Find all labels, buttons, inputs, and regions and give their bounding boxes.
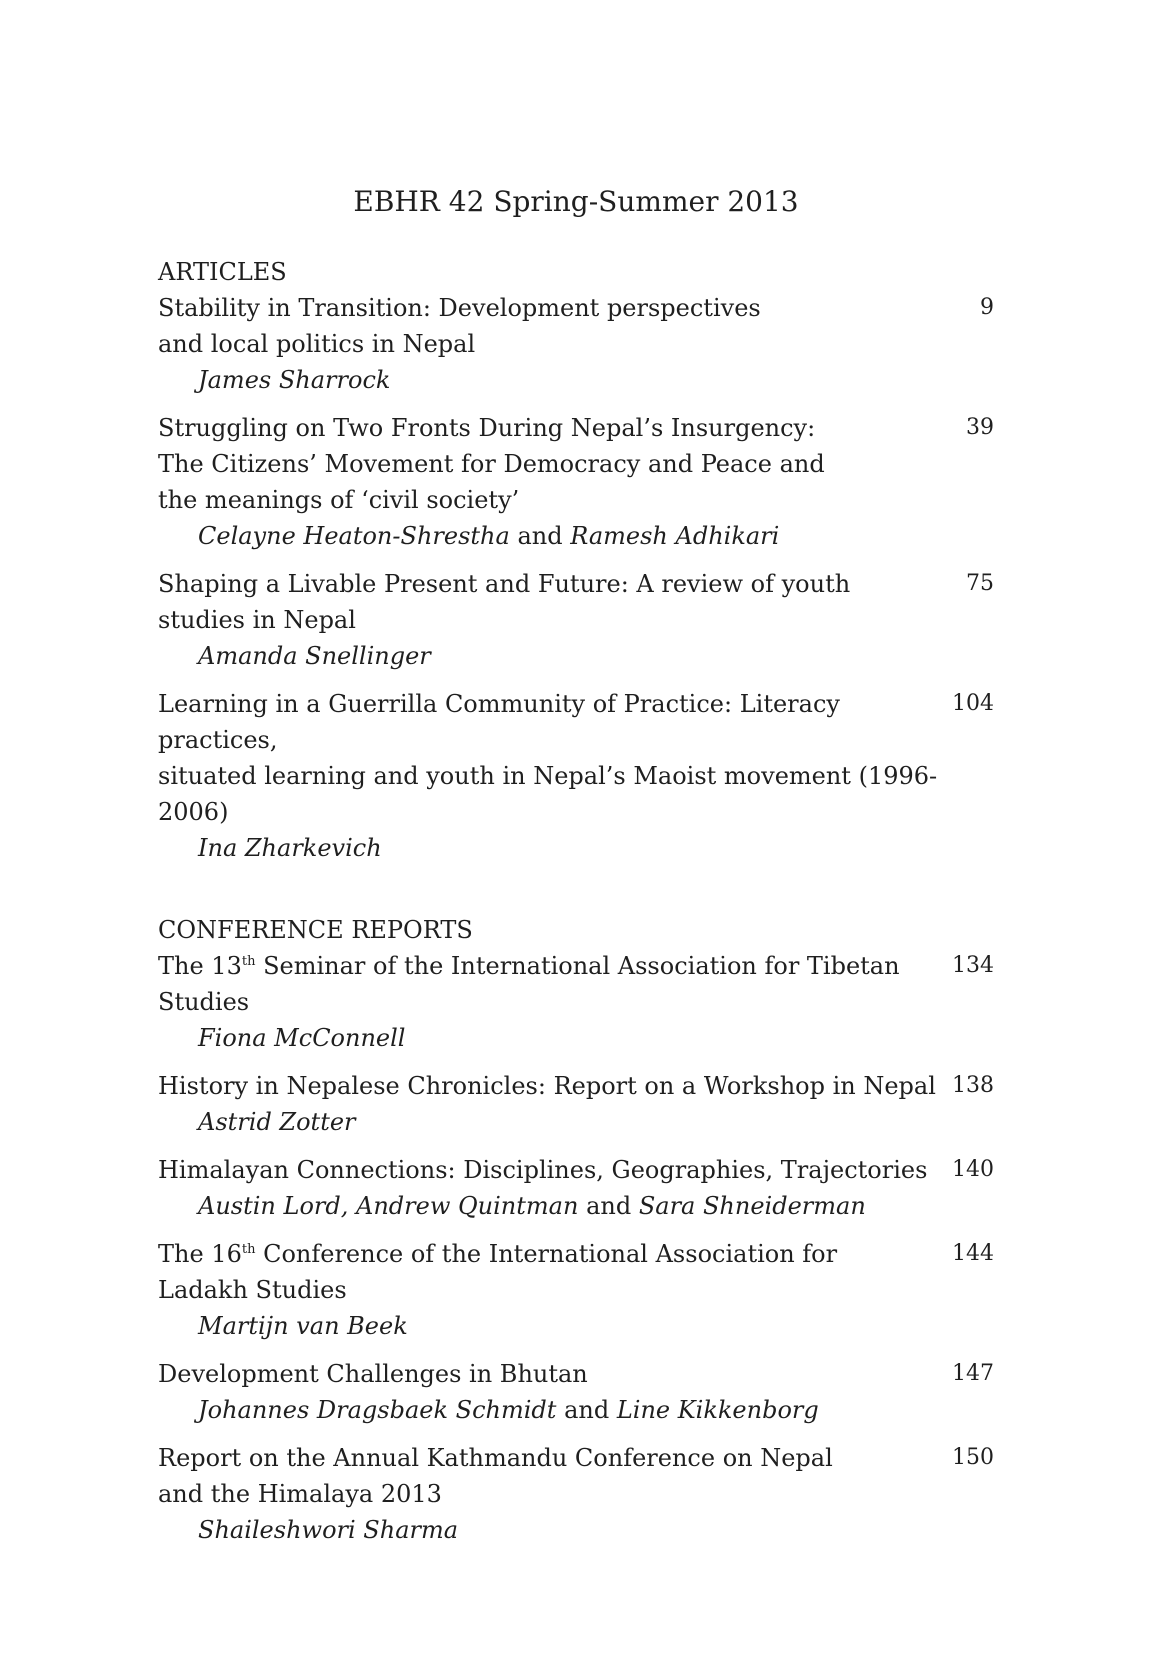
section-heading: ARTICLES — [158, 258, 287, 286]
entry-title-line: The Citizens’ Movement for Democracy and Peace and — [158, 450, 825, 478]
author-name: Sara Shneiderman — [638, 1192, 866, 1220]
entry-authors — [158, 362, 994, 398]
entry-title — [158, 566, 950, 638]
author-name: Johannes Dragsbaek Schmidt — [198, 1396, 557, 1424]
page-number: 134 — [952, 953, 994, 978]
entry-title-line: the meanings of ‘civil society’ — [158, 486, 520, 514]
entry-title-line: Shaping a Livable Present and Future: A review of youth — [158, 570, 851, 598]
entry-authors — [158, 1104, 994, 1140]
author-name: Ramesh Adhikari — [570, 522, 780, 550]
page-number: 150 — [952, 1445, 994, 1470]
entry-title-line: History in Nepalese Chronicles: Report on a Workshop in Nepal — [158, 1072, 936, 1100]
entry-authors — [158, 1188, 994, 1224]
toc-entry-row — [158, 1152, 994, 1188]
entry-title — [158, 686, 950, 830]
page-number: 104 — [952, 691, 994, 716]
toc-entry — [158, 686, 994, 866]
ordinal-superscript: th — [241, 954, 256, 969]
ordinal-superscript: th — [241, 1242, 256, 1257]
toc-entry-row — [158, 566, 994, 638]
toc-entry — [158, 1440, 994, 1548]
entry-title — [158, 1152, 950, 1188]
toc-entry-row — [158, 1356, 994, 1392]
entry-title — [158, 1236, 950, 1308]
toc-entry — [158, 566, 994, 674]
entry-authors — [158, 1020, 994, 1056]
page-number: 39 — [966, 415, 994, 440]
entry-title-line: studies in Nepal — [158, 606, 356, 634]
author-name: James Sharrock — [198, 366, 391, 394]
section-heading: CONFERENCE REPORTS — [158, 916, 473, 944]
page-number: 147 — [952, 1361, 994, 1386]
toc-entry — [158, 948, 994, 1056]
author-name: Shaileshwori Sharma — [198, 1516, 459, 1544]
toc-entry — [158, 1152, 994, 1224]
entry-authors — [158, 1392, 994, 1428]
entry-title-line: Struggling on Two Fronts During Nepal’s Insurgency: — [158, 414, 816, 442]
entry-title-line: Learning in a Guerrilla Community of Practice: Literacy practices, — [158, 690, 840, 754]
sections-container — [158, 254, 994, 1548]
section-gap — [158, 878, 994, 912]
entry-title — [158, 1440, 950, 1512]
author-name: Celayne Heaton-Shrestha — [198, 522, 510, 550]
entry-title — [158, 1356, 950, 1392]
entry-authors — [158, 1512, 994, 1548]
page-number: 75 — [966, 571, 994, 596]
entry-title-line: Stability in Transition: Development perspectives — [158, 294, 761, 322]
entry-title — [158, 1068, 950, 1104]
toc-entry — [158, 1356, 994, 1428]
entry-title-part: The 13 — [158, 952, 242, 980]
author-name: Martijn van Beek — [198, 1312, 408, 1340]
author-name: Fiona McConnell — [198, 1024, 406, 1052]
entry-title-line: Himalayan Connections: Disciplines, Geographies, Trajectories — [158, 1156, 928, 1184]
entry-title-part: The 16 — [158, 1240, 242, 1268]
entry-title-line: and the Himalaya 2013 — [158, 1480, 442, 1508]
author-name: Austin Lord, Andrew Quintman — [198, 1192, 579, 1220]
toc-entry-row — [158, 410, 994, 518]
entry-title-line: Development Challenges in Bhutan — [158, 1360, 588, 1388]
author-conjunction: and — [578, 1192, 639, 1220]
author-name: Ina Zharkevich — [198, 834, 382, 862]
entry-authors — [158, 518, 994, 554]
entry-title — [158, 290, 950, 362]
toc-entry — [158, 1068, 994, 1140]
toc-entry-row — [158, 1236, 994, 1308]
entry-title-part: Conference of the International Association for — [255, 1240, 838, 1268]
entry-title — [158, 410, 950, 518]
toc-entry-row — [158, 290, 994, 362]
toc-entry-row — [158, 1440, 994, 1512]
page-number: 9 — [980, 295, 994, 320]
toc-entry — [158, 1236, 994, 1344]
author-name: Line Kikkenborg — [616, 1396, 819, 1424]
entry-authors — [158, 1308, 994, 1344]
page-number: 144 — [952, 1241, 994, 1266]
toc-entry-row — [158, 948, 994, 1020]
author-name: Amanda Snellinger — [198, 642, 431, 670]
entry-title-line: Report on the Annual Kathmandu Conference on Nepal — [158, 1444, 833, 1472]
toc-entry-row — [158, 686, 994, 830]
entry-authors — [158, 638, 994, 674]
entry-title — [158, 948, 950, 1020]
page-number: 140 — [952, 1157, 994, 1182]
entry-title-part: Seminar of the International Association for Tibetan Studies — [158, 952, 900, 1016]
author-name: Astrid Zotter — [198, 1108, 356, 1136]
author-conjunction: and — [509, 522, 571, 550]
author-conjunction: and — [556, 1396, 617, 1424]
toc-entry — [158, 410, 994, 554]
page-number: 138 — [952, 1073, 994, 1098]
entry-authors — [158, 830, 994, 866]
toc-entry — [158, 290, 994, 398]
toc-entry-row — [158, 1068, 994, 1104]
table-of-contents — [158, 178, 994, 1560]
entry-title-line: and local politics in Nepal — [158, 330, 476, 358]
entry-title-line: situated learning and youth in Nepal’s Maoist movement (1996-2006) — [158, 762, 938, 826]
entry-title-part: Ladakh Studies — [158, 1276, 347, 1304]
journal-title: EBHR 42 Spring-Summer 2013 — [353, 185, 799, 218]
